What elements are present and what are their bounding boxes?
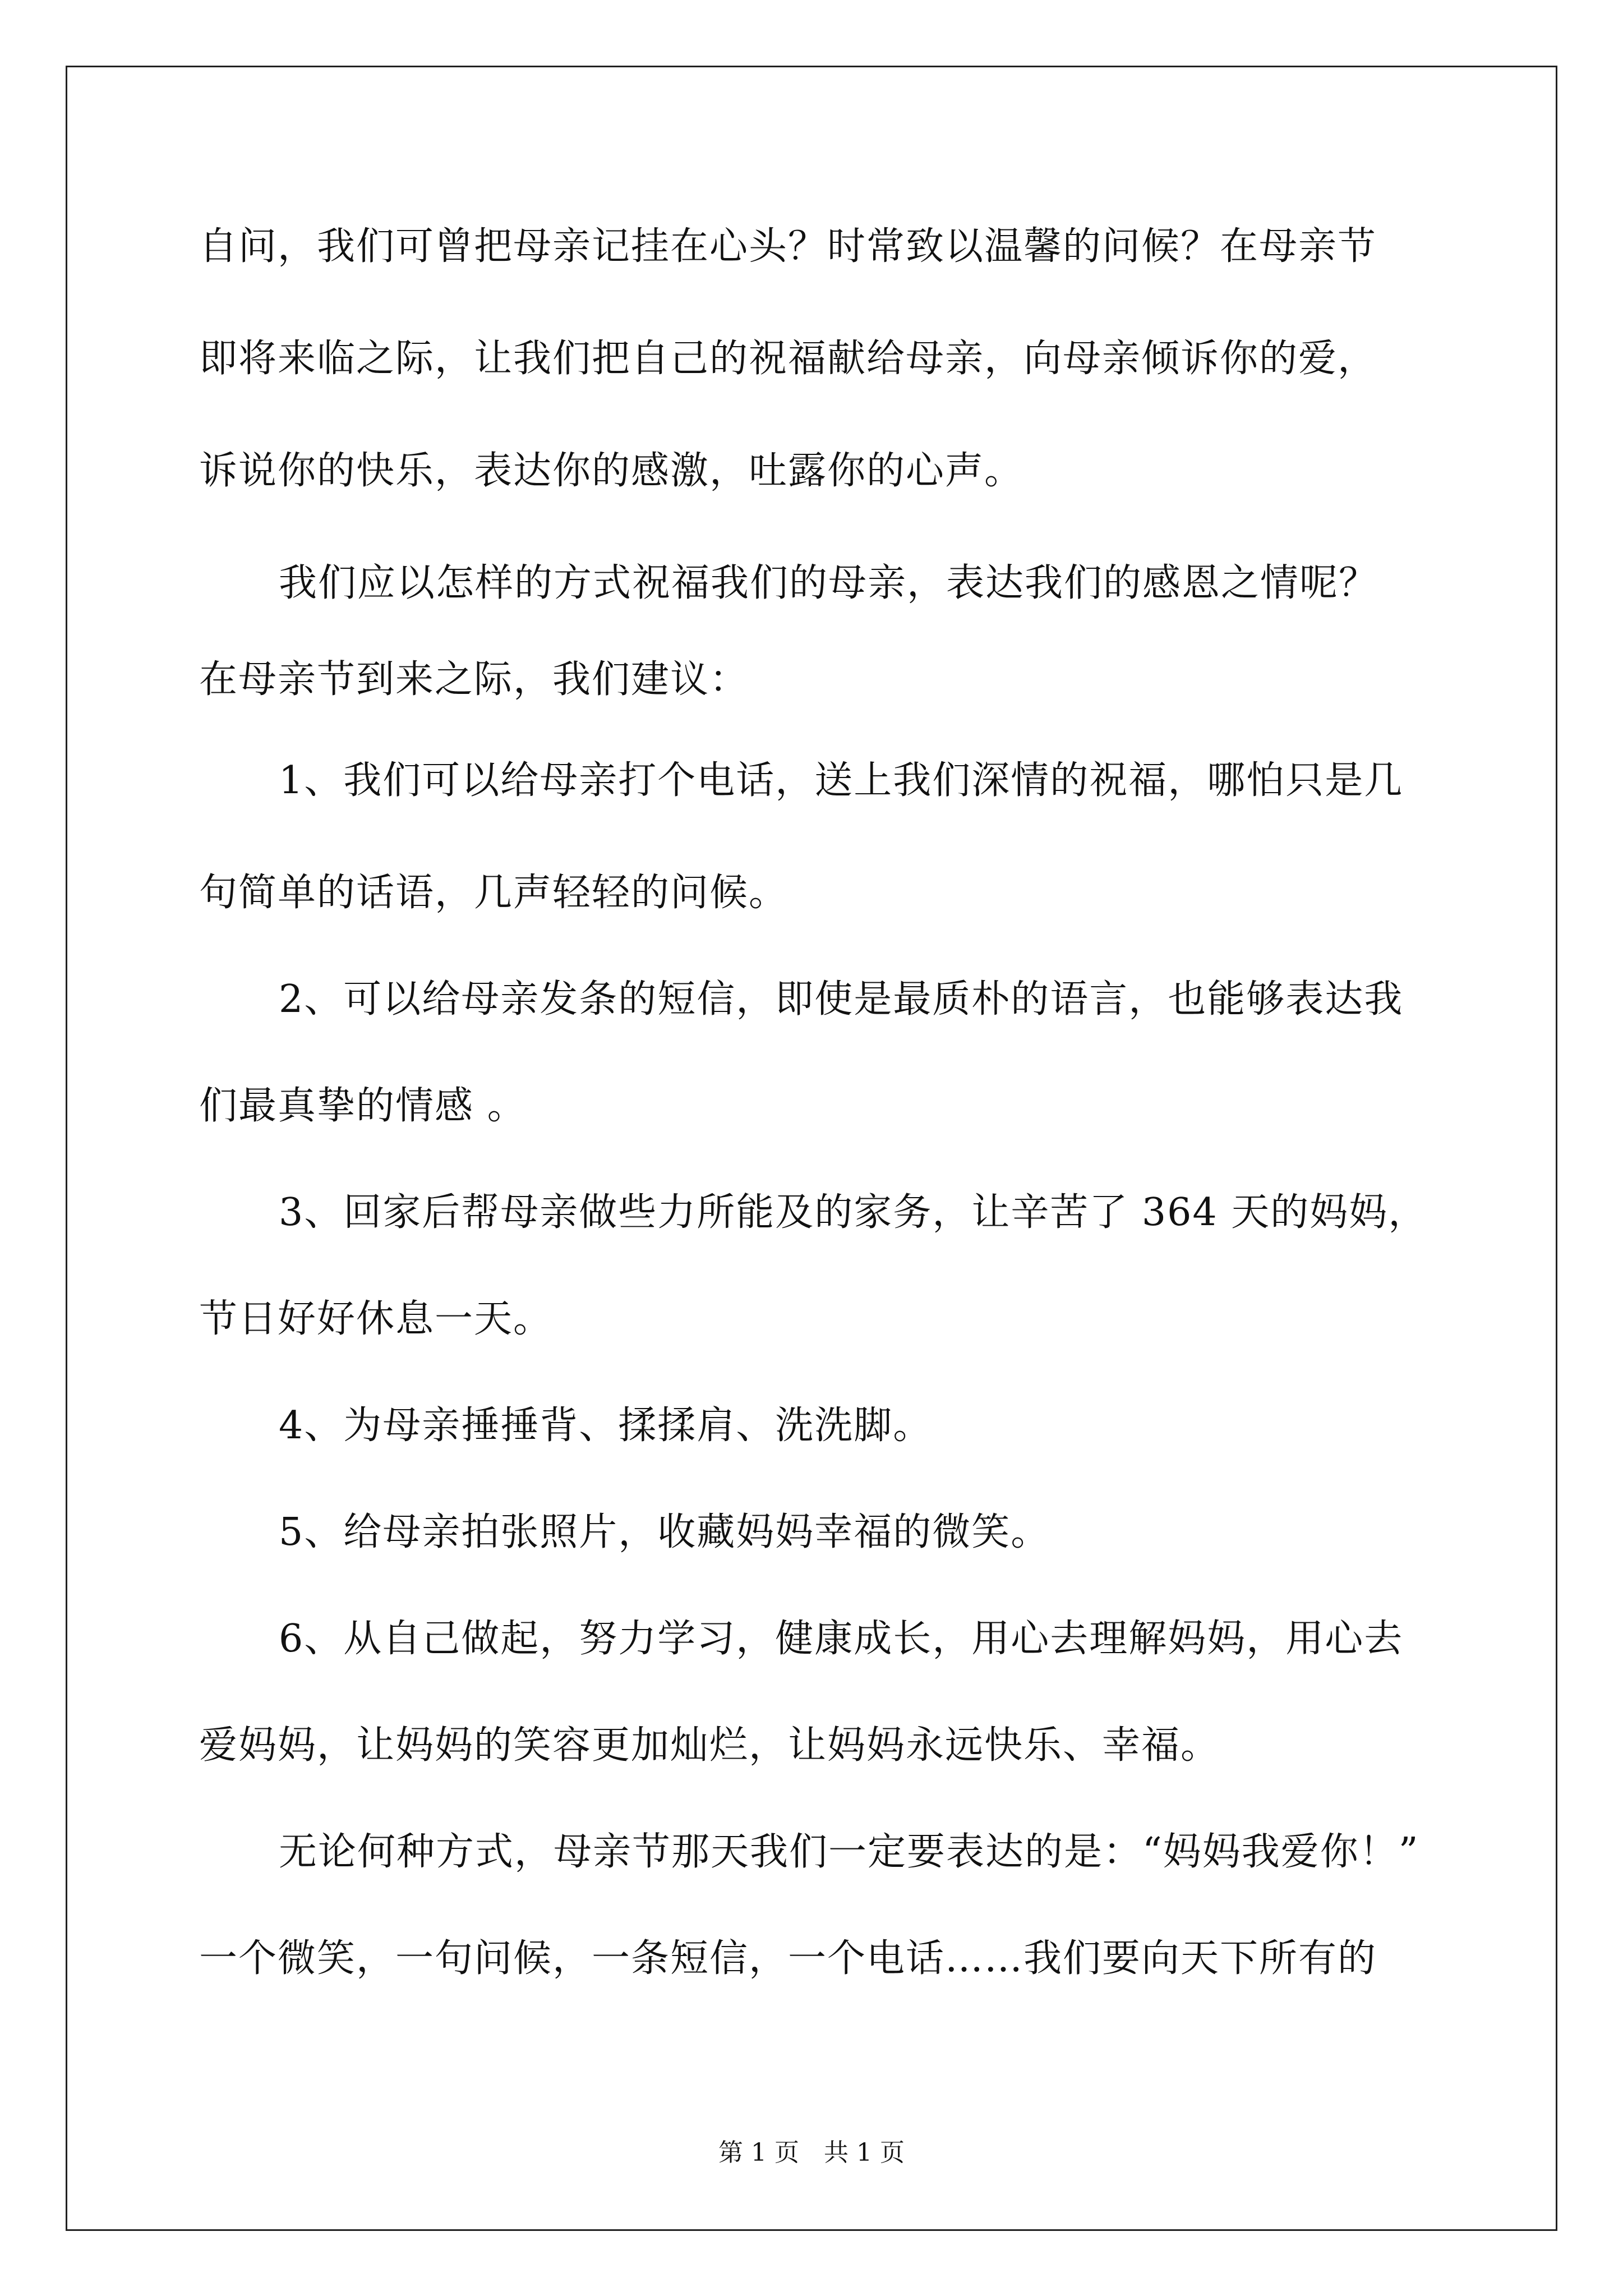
body-text-line: 在母亲节到来之际，我们建议： <box>199 657 749 702</box>
body-text-line: 们最真挚的情感 。 <box>199 1084 527 1128</box>
body-text-line: 爱妈妈，让妈妈的笑容更加灿烂，让妈妈永远快乐、幸福。 <box>199 1723 1220 1768</box>
body-text-line: 我们应以怎样的方式祝福我们的母亲，表达我们的感恩之情呢？ <box>279 561 1378 605</box>
body-text-line: 3、回家后帮母亲做些力所能及的家务，让辛苦了 364 天的妈妈， <box>279 1190 1428 1235</box>
body-text-line: 诉说你的快乐，表达你的感激，吐露你的心声。 <box>199 449 1024 493</box>
body-text-line: 无论何种方式，母亲节那天我们一定要表达的是：“妈妈我爱你！” <box>279 1830 1419 1874</box>
page-border <box>66 66 1557 2231</box>
body-text-line: 1、我们可以给母亲打个电话，送上我们深情的祝福，哪怕只是几 <box>279 758 1404 803</box>
body-text-line: 6、从自己做起，努力学习，健康成长，用心去理解妈妈，用心去 <box>279 1617 1404 1661</box>
body-text-line: 2、可以给母亲发条的短信，即使是最质朴的语言，也能够表达我 <box>279 977 1404 1022</box>
body-text-line: 即将来临之际，让我们把自己的祝福献给母亲，向母亲倾诉你的爱， <box>199 337 1377 381</box>
body-text-line: 一个微笑，一句问候，一条短信，一个电话……我们要向天下所有的 <box>199 1936 1377 1981</box>
body-text-line: 5、给母亲拍张照片，收藏妈妈幸福的微笑。 <box>279 1510 1050 1554</box>
body-text-line: 节日好好休息一天。 <box>199 1297 553 1341</box>
body-text-line: 自问，我们可曾把母亲记挂在心头？时常致以温馨的问候？在母亲节 <box>199 224 1377 269</box>
body-text-line: 4、为母亲捶捶背、揉揉肩、洗洗脚。 <box>279 1404 933 1448</box>
page-footer: 第 1 页 共 1 页 <box>718 2138 905 2167</box>
body-text-line: 句简单的话语，几声轻轻的问候。 <box>199 871 789 915</box>
